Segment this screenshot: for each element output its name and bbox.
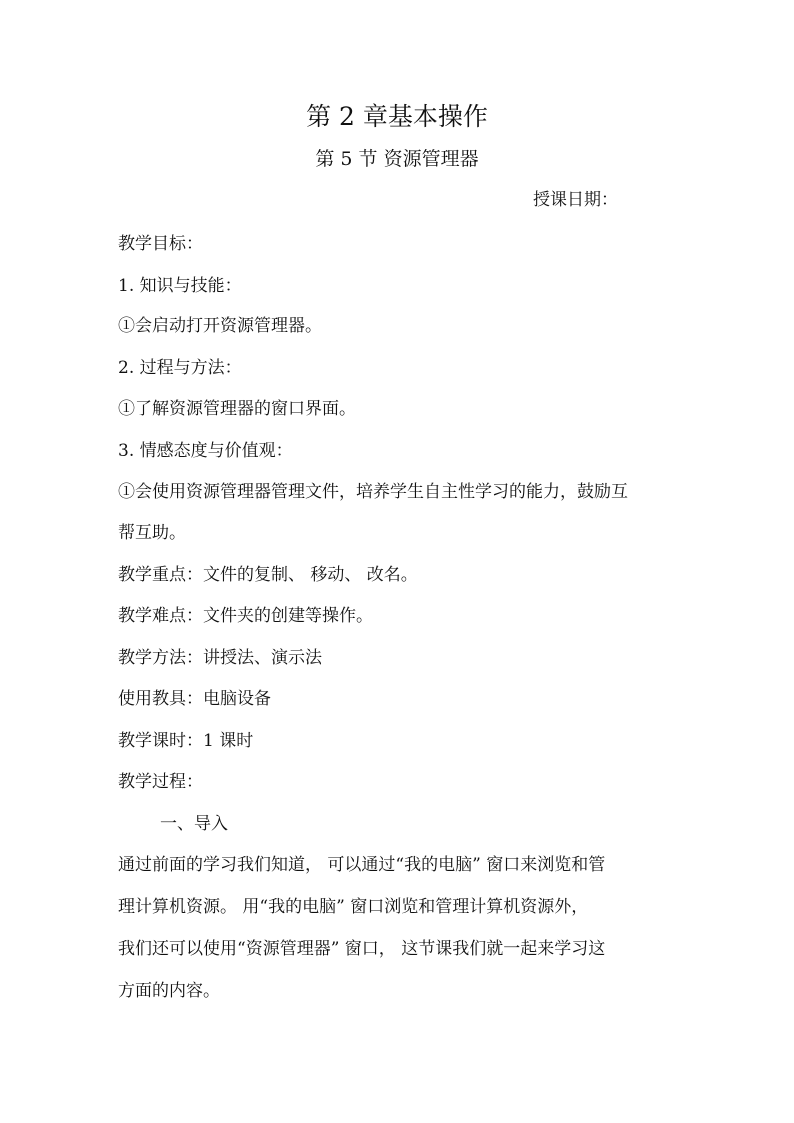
intro-paragraph-line-2: 理计算机资源。 用“我的电脑” 窗口浏览和管理计算机资源外， bbox=[118, 897, 589, 917]
intro-paragraph-line-3: 我们还可以使用“资源管理器” 窗口， 这节课我们就一起来学习这 bbox=[118, 939, 606, 959]
key-points: 教学重点：文件的复制、 移动、 改名。 bbox=[118, 565, 418, 585]
intro-heading: 一、导入 bbox=[160, 814, 228, 834]
process-item: ①了解资源管理器的窗口界面。 bbox=[118, 399, 356, 419]
attitude-item-line-1: ①会使用资源管理器管理文件，培养学生自主性学习的能力，鼓励互 bbox=[118, 482, 628, 502]
teaching-tools: 使用教具：电脑设备 bbox=[118, 689, 271, 709]
chapter-title: 第 2 章基本操作 bbox=[306, 102, 488, 131]
attitude-item-line-2: 帮互助。 bbox=[118, 523, 186, 543]
process-section-heading: 教学过程： bbox=[118, 772, 203, 792]
process-heading: 2. 过程与方法： bbox=[118, 358, 242, 378]
teaching-methods: 教学方法：讲授法、演示法 bbox=[118, 648, 322, 668]
objectives-heading: 教学目标： bbox=[118, 234, 203, 254]
section-title: 第 5 节 资源管理器 bbox=[315, 148, 479, 170]
knowledge-heading: 1. 知识与技能： bbox=[118, 276, 242, 296]
date-label: 授课日期： bbox=[533, 190, 618, 210]
intro-paragraph-line-4: 方面的内容。 bbox=[118, 981, 220, 1001]
intro-paragraph-line-1: 通过前面的学习我们知道， 可以通过“我的电脑” 窗口来浏览和管 bbox=[118, 855, 606, 875]
difficult-points: 教学难点：文件夹的创建等操作。 bbox=[118, 606, 373, 626]
class-hours: 教学课时：1 课时 bbox=[118, 731, 254, 751]
attitude-heading: 3. 情感态度与价值观： bbox=[118, 441, 293, 461]
knowledge-item: ①会启动打开资源管理器。 bbox=[118, 316, 322, 336]
